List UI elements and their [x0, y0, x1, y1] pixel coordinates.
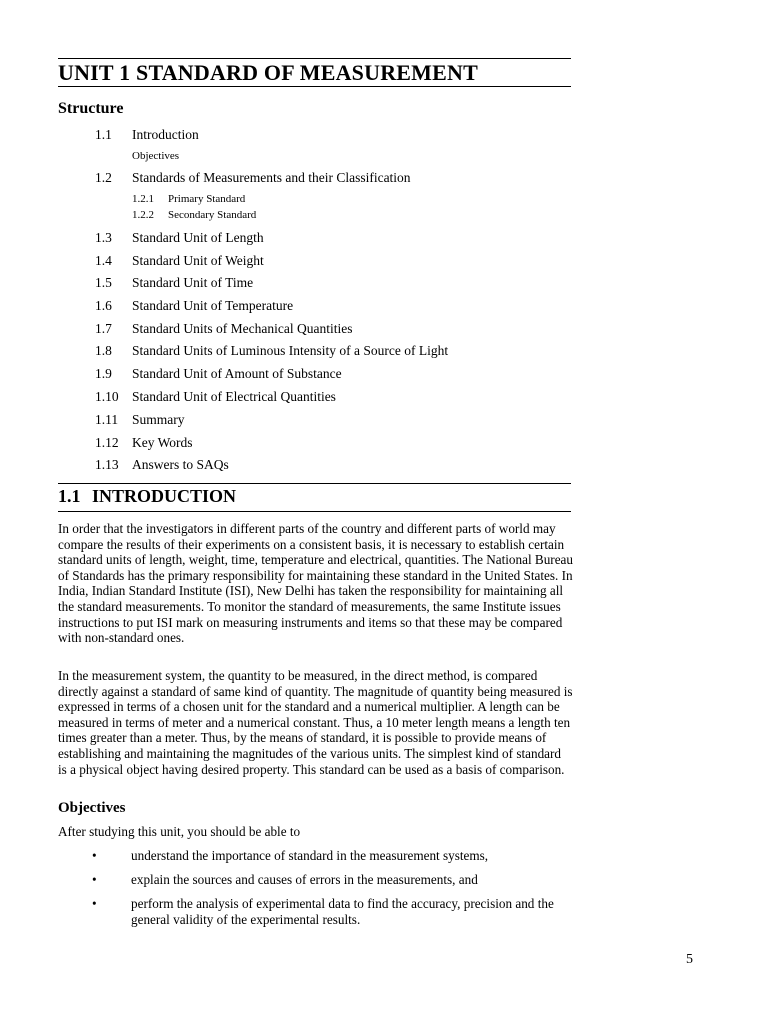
bullet-icon: •: [92, 872, 97, 887]
list-item-text: understand the importance of standard in the measurement systems,: [131, 848, 489, 863]
page-number: 5: [686, 952, 693, 967]
toc-number: 1.11: [95, 412, 119, 427]
toc-label: Primary Standard: [168, 193, 246, 205]
intro-paragraph-2: In the measurement system, the quantity to be measured, in the direct method, is compared directly against a standard of same kind of quantity. The magnitude of quantity being measured is expressed in terms of a chosen unit for the standard and a numerical multiplier. A length can be measured in terms of meter and a numerical constant. Thus, a 10 meter length means a length ten times greater than a meter. Thus, by the means of standard, it is possible to provide means of establishing and maintaining the magnitudes of the various units. The simplest kind of standard is a physical object having desired property. This standard can be used as a basis of comparison.: [58, 668, 573, 777]
toc-label: Introduction: [132, 127, 199, 142]
top-rule: [58, 58, 571, 59]
section-title: INTRODUCTION: [92, 486, 237, 506]
list-item-text: explain the sources and causes of errors in the measurements, and: [131, 872, 478, 887]
toc-label: Standard Unit of Temperature: [132, 298, 294, 313]
toc-label: Standards of Measurements and their Classification: [132, 170, 411, 185]
title-underline: [58, 86, 571, 87]
toc-number: 1.8: [95, 343, 112, 358]
toc-number: 1.5: [95, 275, 112, 290]
bullet-icon: •: [92, 848, 97, 863]
toc-number: 1.4: [95, 253, 112, 268]
toc-label: Key Words: [132, 435, 193, 450]
unit-title: UNIT 1 STANDARD OF MEASUREMENT: [58, 60, 478, 85]
structure-heading: Structure: [58, 100, 124, 117]
toc-label: Secondary Standard: [168, 209, 257, 221]
section-heading: [58, 486, 236, 507]
toc-label: Standard Unit of Weight: [132, 253, 264, 268]
toc-label: Objectives: [132, 150, 180, 162]
toc-number: 1.6: [95, 298, 112, 313]
toc-label: Standard Unit of Amount of Substance: [132, 366, 342, 381]
toc-number: 1.13: [95, 457, 119, 472]
toc-label: Standard Unit of Time: [132, 275, 254, 290]
toc-number: 1.2.1: [132, 193, 154, 205]
toc-number: 1.9: [95, 366, 112, 381]
toc-number: 1.7: [95, 321, 112, 336]
toc-number: 1.12: [95, 435, 119, 450]
toc-number: 1.1: [95, 127, 112, 142]
section-number: 1.1: [58, 486, 81, 506]
toc-number: 1.2.2: [132, 209, 154, 221]
toc-label: Summary: [132, 412, 185, 427]
list-item-text: perform the analysis of experimental data to find the accuracy, precision and the general validity of the experimental results.: [131, 896, 554, 927]
toc-number: 1.3: [95, 230, 112, 245]
toc-number: 1.2: [95, 170, 112, 185]
bullet-icon: •: [92, 896, 97, 911]
objectives-heading: Objectives: [58, 800, 126, 816]
section-bottom-rule: [58, 511, 571, 512]
toc-number: 1.10: [95, 389, 119, 404]
toc-label: Answers to SAQs: [132, 457, 229, 472]
toc-label: Standard Unit of Length: [132, 230, 264, 245]
toc-label: Standard Unit of Electrical Quantities: [132, 389, 336, 404]
objectives-intro: After studying this unit, you should be able to: [58, 824, 301, 839]
toc-label: Standard Units of Luminous Intensity of a Source of Light: [132, 343, 449, 358]
toc-label: Standard Units of Mechanical Quantities: [132, 321, 353, 336]
section-top-rule: [58, 483, 571, 484]
intro-paragraph-1: In order that the investigators in different parts of the country and different parts of world may compare the results of their experiments on a consistent basis, it is necessary to establish certain standard units of length, weight, time, temperature and electrical, quantities. The National Bureau of Standards has the primary responsibility for maintaining these standard in the United States. In India, Indian Standard Institute (ISI), New Delhi has taken the responsibility for maintaining all the standard measurements. To monitor the standard of measurements, the same Institute issues instructions to put ISI mark on measuring instruments and items so that these may be compared with non-standard ones.: [58, 521, 574, 646]
